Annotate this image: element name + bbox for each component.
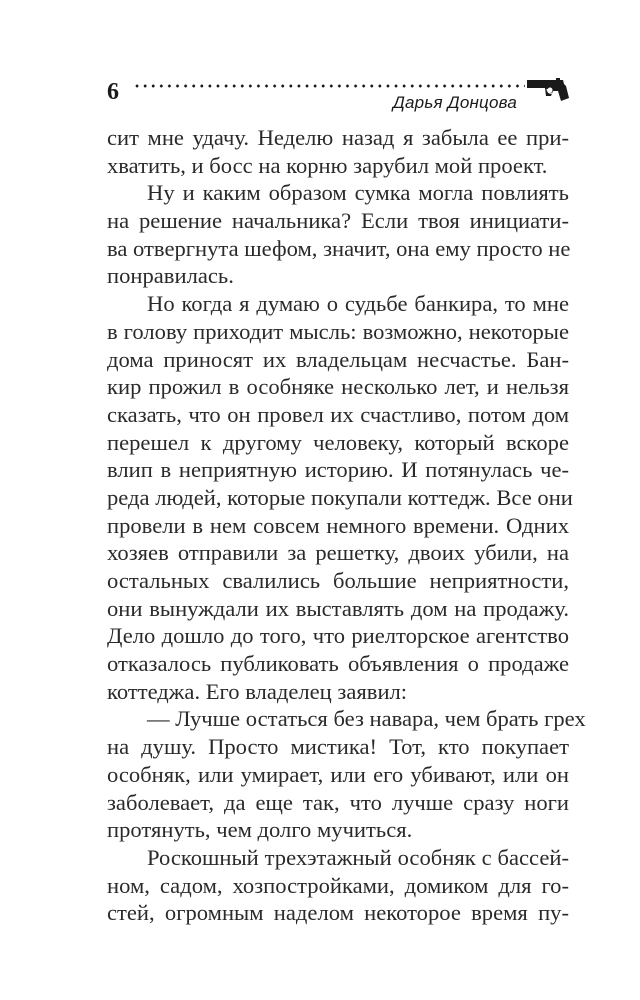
text-line: на душу. Просто мистика! Тот, кто покупает: [107, 734, 569, 760]
text-line: хватить, и босс на корню зарубил мой проект.: [107, 152, 548, 178]
text-line: стей, огромным наделом некоторое время пу-: [107, 900, 569, 926]
text-line: понравилась.: [107, 263, 234, 289]
text-line: сит мне удачу. Неделю назад я забыла ее при-: [107, 125, 569, 150]
text-line: остальных свалились большие неприятности,: [107, 568, 569, 593]
text-line: коттеджа. Его владелец заявил:: [107, 678, 408, 704]
text-line: — Лучше остаться без навара, чем брать грех: [147, 706, 586, 732]
text-line: сказать, что он провел их счастливо, потом дом: [107, 401, 569, 427]
text-line: кир прожил в особняке несколько лет, и нельзя: [107, 374, 569, 400]
revolver-icon: [526, 76, 570, 104]
text-line: они вынуждали их выставлять дом на продажу.: [107, 595, 569, 621]
text-line: ва отвергнута шефом, значит, она ему просто не: [107, 235, 571, 261]
text-line: дома приносят их владельцам несчастье. Бан-: [107, 346, 569, 372]
text-line: влип в неприятную историю. И потянулась че-: [107, 457, 569, 483]
text-line: на решение начальника? Если твоя инициати-: [107, 208, 569, 234]
author-name: Дарья Донцова: [392, 93, 517, 112]
text-line: провели в нем совсем немного времени. Одних: [107, 512, 569, 538]
text-line: перешел к другому человеку, который вскоре: [107, 429, 569, 455]
text-line: Ну и каким образом сумка могла повлиять: [147, 180, 569, 206]
text-line: реда людей, которые покупали коттедж. Все они: [107, 484, 573, 510]
text-line: Роскошный трехэтажный особняк с бассей-: [147, 844, 569, 870]
body-text: [107, 124, 586, 927]
page-number: 6: [107, 79, 119, 105]
text-line: Но когда я думаю о судьбе банкира, то мне: [147, 291, 569, 317]
text-line: ном, садом, хозпостройками, домиком для го-: [107, 872, 569, 898]
running-head: [107, 76, 569, 120]
text-line: в голову приходит мысль: возможно, некоторые: [107, 318, 569, 344]
text-line: заболевает, да еще так, что лучше сразу ноги: [107, 789, 569, 815]
text-line: особняк, или умирает, или его убивают, или он: [107, 761, 569, 787]
dot-leader-divider: [133, 84, 525, 88]
text-line: отказалось публиковать объявления о продаже: [107, 651, 569, 677]
text-line: протянуть, чем долго мучиться.: [107, 817, 413, 843]
text-line: Дело дошло до того, что риелторское агентство: [107, 623, 569, 649]
text-line: хозяев отправили за решетку, двоих убили, на: [107, 540, 569, 566]
